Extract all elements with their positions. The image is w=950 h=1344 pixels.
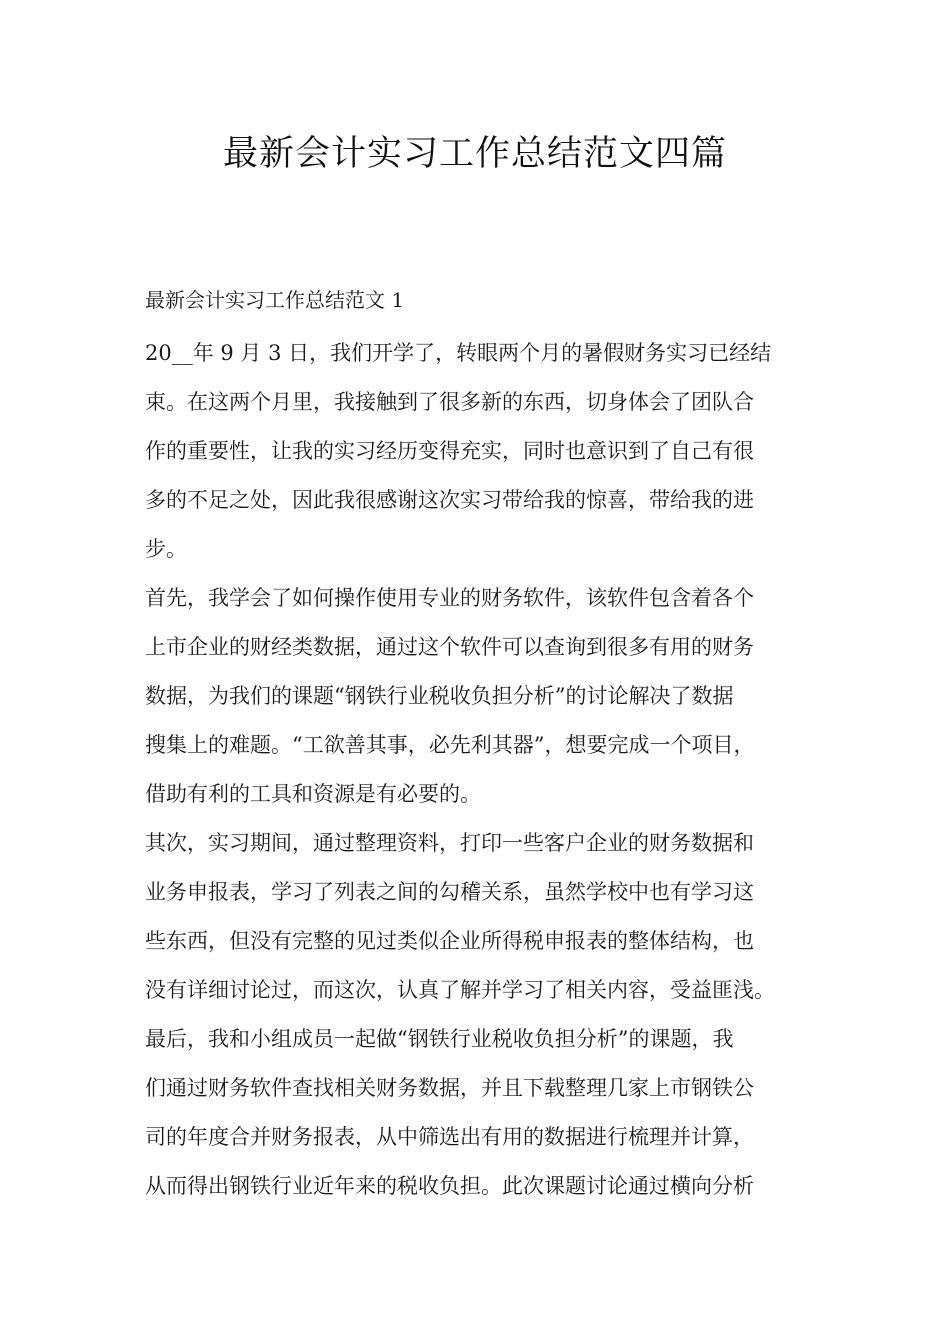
text-line: 司的年度合并财务报表，从中筛选出有用的数据进行梳理并计算， <box>145 1125 754 1149</box>
text-line: 从而得出钢铁行业近年来的税收负担。此次课题讨论通过横向分析 <box>145 1174 754 1198</box>
text-line: 多的不足之处，因此我很感谢这次实习带给我的惊喜，带给我的进 <box>145 488 754 512</box>
text-line: 借助有利的工具和资源是有必要的。 <box>145 782 481 806</box>
document-title: 最新会计实习工作总结范文四篇 <box>222 134 727 174</box>
paragraph-4 <box>145 1015 825 1211</box>
text-line: 最后，我和小组成员一起做“钢铁行业税收负担分析”的课题，我 <box>145 1027 734 1051</box>
text-line: 上市企业的财经类数据，通过这个软件可以查询到很多有用的财务 <box>145 635 754 659</box>
paragraph-3 <box>145 819 825 1015</box>
text-line: 其次，实习期间，通过整理资料，打印一些客户企业的财务数据和 <box>145 831 754 855</box>
text-line: 些东西，但没有完整的见过类似企业所得税申报表的整体结构，也 <box>145 929 754 953</box>
text-line: 数据，为我们的课题“钢铁行业税收负担分析”的讨论解决了数据 <box>145 684 734 708</box>
document-body <box>145 279 825 1211</box>
paragraph-2 <box>145 574 825 819</box>
section-heading: 最新会计实习工作总结范文 1 <box>145 288 405 312</box>
text-line: 作的重要性，让我的实习经历变得充实，同时也意识到了自己有很 <box>145 439 754 463</box>
text-line: 首先，我学会了如何操作使用专业的财务软件，该软件包含着各个 <box>145 586 754 610</box>
text-line: 搜集上的难题。“工欲善其事，必先利其器”，想要完成一个项目， <box>145 733 755 757</box>
text-line: 没有详细讨论过，而这次，认真了解并学习了相关内容，受益匪浅。 <box>145 978 775 1002</box>
text-line: 业务申报表，学习了列表之间的勾稽关系，虽然学校中也有学习这 <box>145 880 754 904</box>
text-line: 们通过财务软件查找相关财务数据，并且下载整理几家上市钢铁公 <box>145 1076 754 1100</box>
text-line: 步。 <box>145 537 187 561</box>
text-line: 束。在这两个月里，我接触到了很多新的东西，切身体会了团队合 <box>145 390 754 414</box>
text-line: 20__年 9 月 3 日，我们开学了，转眼两个月的暑假财务实习已经结 <box>145 341 772 365</box>
paragraph-1 <box>145 329 825 574</box>
